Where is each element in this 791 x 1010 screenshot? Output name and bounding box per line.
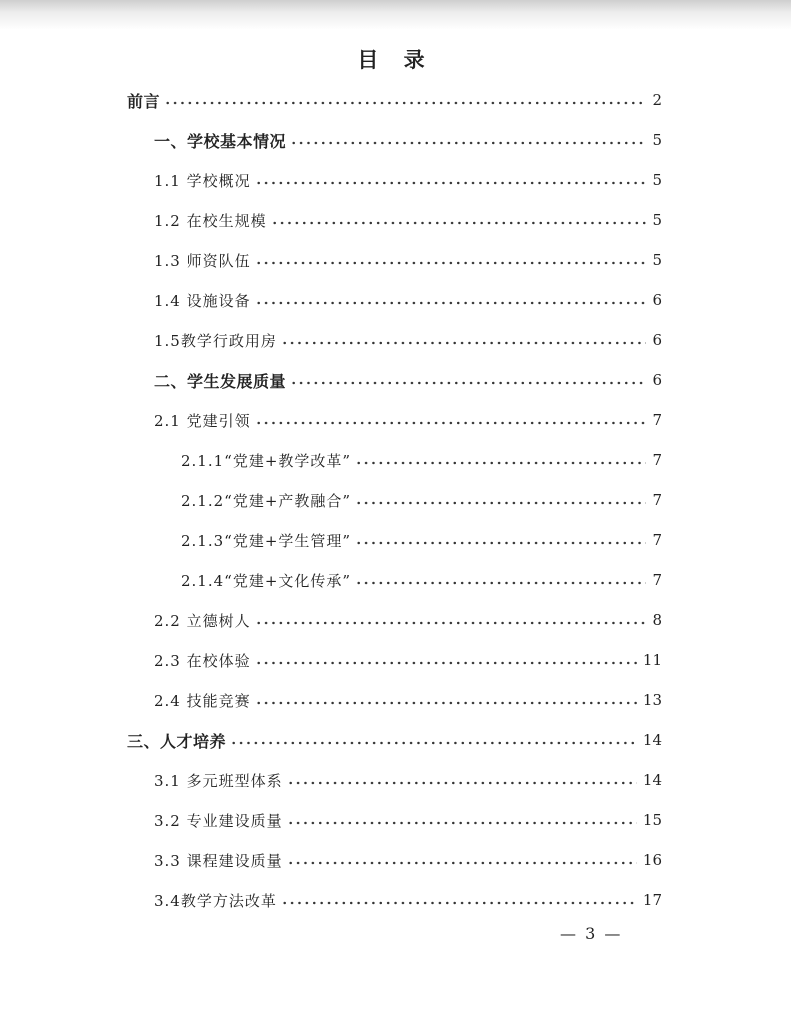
toc-entry-label: 2.1.2“党建+产教融合” <box>181 491 352 510</box>
dot-leader <box>255 661 637 665</box>
toc-entry-label: 3.3 课程建设质量 <box>154 851 283 870</box>
dot-leader <box>230 741 637 745</box>
toc-entry[interactable] <box>154 800 662 840</box>
dot-leader <box>255 181 646 185</box>
toc-entry-page-number: 6 <box>652 331 662 349</box>
dot-leader <box>255 701 637 705</box>
dot-leader <box>290 141 646 145</box>
dot-leader <box>355 581 646 585</box>
toc-entry-page-number: 5 <box>652 211 662 229</box>
toc-entry[interactable] <box>154 400 662 440</box>
toc-entry[interactable] <box>181 440 662 480</box>
toc-entry-page-number: 6 <box>652 291 662 309</box>
dot-leader <box>255 261 646 265</box>
toc-entry[interactable] <box>154 240 662 280</box>
toc-entry-label: 3.4教学方法改革 <box>154 891 277 910</box>
toc-entry[interactable] <box>154 880 662 920</box>
toc-entry-label: 2.1.4“党建+文化传承” <box>181 571 352 590</box>
toc-entry[interactable] <box>127 80 662 120</box>
toc-entry[interactable] <box>154 600 662 640</box>
toc-entry-page-number: 5 <box>652 171 662 189</box>
toc-entry[interactable] <box>154 320 662 360</box>
toc-entry-label: 1.4 设施设备 <box>154 291 251 310</box>
toc-entry-label: 1.2 在校生规模 <box>154 211 267 230</box>
dot-leader <box>355 461 646 465</box>
dot-leader <box>164 101 646 105</box>
toc-entry-label: 2.1.1“党建+教学改革” <box>181 451 352 470</box>
toc-entry-label: 前言 <box>127 91 161 111</box>
dot-leader <box>281 901 637 905</box>
dot-leader <box>281 341 646 345</box>
toc-entry[interactable] <box>154 360 662 400</box>
toc-entry-page-number: 7 <box>652 411 662 429</box>
toc-entry-label: 3.1 多元班型体系 <box>154 771 283 790</box>
dot-leader <box>287 821 637 825</box>
toc-entry[interactable] <box>181 480 662 520</box>
toc-entry[interactable] <box>181 520 662 560</box>
toc-entry-label: 2.1 党建引领 <box>154 411 251 430</box>
toc-entry-page-number: 5 <box>652 131 662 149</box>
dot-leader <box>355 501 646 505</box>
dot-leader <box>287 781 637 785</box>
toc-entry-page-number: 8 <box>652 611 662 629</box>
toc-entry-page-number: 15 <box>642 811 662 829</box>
page-number-footer: — 3 — <box>560 924 623 943</box>
toc-entry-label: 2.4 技能竞赛 <box>154 691 251 710</box>
toc-entry-page-number: 7 <box>652 571 662 589</box>
toc-entry-page-number: 2 <box>652 91 662 109</box>
toc-entry-label: 三、人才培养 <box>127 731 227 751</box>
toc-entry[interactable] <box>127 720 662 760</box>
toc-entry-page-number: 16 <box>642 851 662 869</box>
toc-entry[interactable] <box>154 160 662 200</box>
toc-entry-page-number: 7 <box>652 451 662 469</box>
toc-entry-label: 2.2 立德树人 <box>154 611 251 630</box>
toc-entry-page-number: 11 <box>642 651 662 669</box>
dot-leader <box>287 861 637 865</box>
toc-entry-page-number: 17 <box>642 891 662 909</box>
toc-entry[interactable] <box>154 680 662 720</box>
dot-leader <box>271 221 646 225</box>
toc-entry-label: 一、学校基本情况 <box>154 131 287 151</box>
toc-entry-label: 1.5教学行政用房 <box>154 331 277 350</box>
toc-entry-label: 3.2 专业建设质量 <box>154 811 283 830</box>
toc-entry[interactable] <box>154 200 662 240</box>
toc-entry-label: 1.3 师资队伍 <box>154 251 251 270</box>
toc-entry-page-number: 13 <box>642 691 662 709</box>
toc-entry-label: 1.1 学校概况 <box>154 171 251 190</box>
dot-leader <box>255 301 646 305</box>
dot-leader <box>255 421 646 425</box>
toc-entry[interactable] <box>154 120 662 160</box>
toc-entry-page-number: 7 <box>652 491 662 509</box>
toc-entry[interactable] <box>154 640 662 680</box>
dot-leader <box>290 381 646 385</box>
toc-entry-page-number: 5 <box>652 251 662 269</box>
toc-entry[interactable] <box>181 560 662 600</box>
toc-entry-page-number: 7 <box>652 531 662 549</box>
toc-entry-page-number: 6 <box>652 371 662 389</box>
toc-entry-label: 2.1.3“党建+学生管理” <box>181 531 352 550</box>
toc-title: 目 录 <box>357 48 434 72</box>
dot-leader <box>355 541 646 545</box>
toc-entry[interactable] <box>154 840 662 880</box>
dot-leader <box>255 621 646 625</box>
toc-entry[interactable] <box>154 760 662 800</box>
toc-entry-label: 2.3 在校体验 <box>154 651 251 670</box>
scan-shadow <box>0 0 791 30</box>
toc-entry-label: 二、学生发展质量 <box>154 371 287 391</box>
toc-entry-page-number: 14 <box>642 771 662 789</box>
toc-entry[interactable] <box>154 280 662 320</box>
toc-entry-page-number: 14 <box>642 731 662 749</box>
